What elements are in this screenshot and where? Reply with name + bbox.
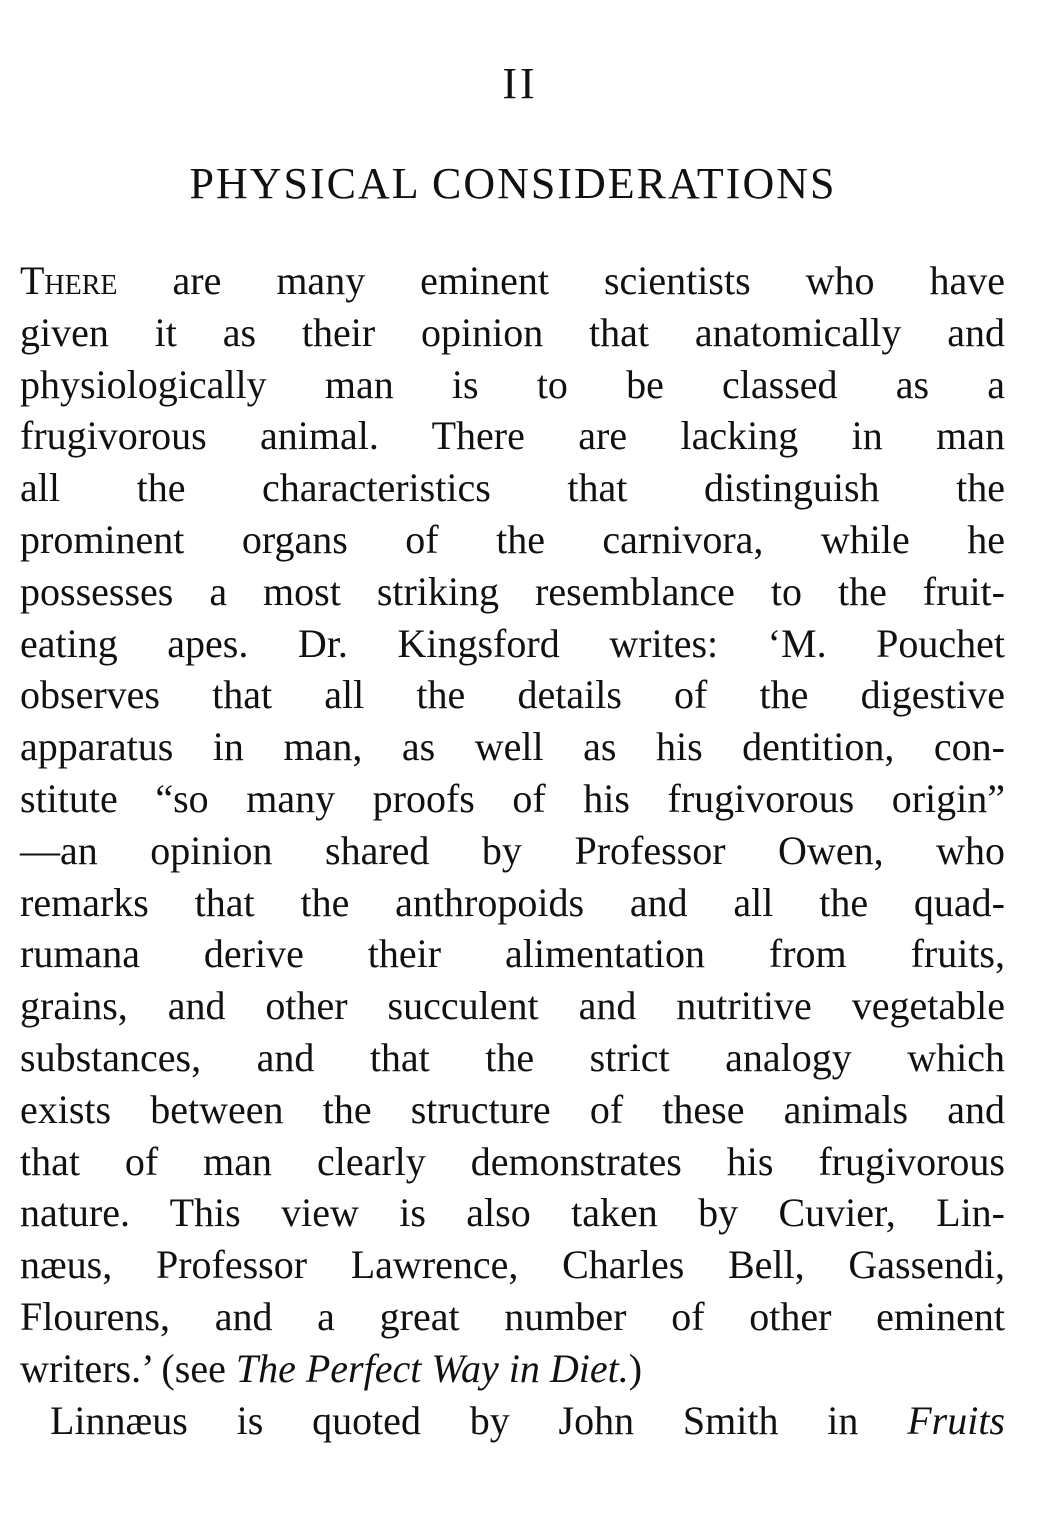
text-line: prominent organs of the carnivora, while he — [20, 516, 1005, 562]
text-line: grains, and other succulent and nutritive vegetable — [20, 983, 1005, 1029]
text-line: frugivorous animal. There are lacking in man — [20, 413, 1005, 459]
body-text — [20, 255, 1005, 1446]
text-line: stitute “so many proofs of his frugivorous origin” — [20, 775, 1005, 821]
text-line: —an opinion shared by Professor Owen, who — [20, 827, 1005, 873]
text-line: Linnæus is quoted by John Smith in Fruits — [50, 1397, 1005, 1443]
text-line: exists between the structure of these animals and — [20, 1086, 1005, 1132]
text-line: all the characteristics that distinguish the — [20, 465, 1005, 511]
chapter-number: II — [502, 59, 538, 108]
book-title: The Perfect Way in Diet. — [235, 1345, 629, 1391]
text-line: that of man clearly demonstrates his frugivorous — [20, 1138, 1005, 1184]
text-line: substances, and that the strict analogy which — [20, 1034, 1005, 1080]
text-line: observes that all the details of the digestive — [20, 672, 1005, 718]
text-line: possesses a most striking resemblance to the fruit- — [20, 568, 1005, 614]
text-line: remarks that the anthropoids and all the quad- — [20, 879, 1005, 925]
text-line: given it as their opinion that anatomically and — [20, 309, 1005, 355]
text-line: Flourens, and a great number of other eminent — [20, 1293, 1005, 1339]
text-line: apparatus in man, as well as his dentition, con- — [20, 724, 1005, 770]
text-line: rumana derive their alimentation from fruits, — [20, 931, 1005, 977]
text-line: nature. This view is also taken by Cuvier, Lin- — [20, 1190, 1005, 1236]
chapter-title: PHYSICAL CONSIDERATIONS — [189, 159, 837, 208]
text-line: writers.’ (see The Perfect Way in Diet.) — [20, 1345, 643, 1391]
text-line: There are many eminent scientists who have — [20, 258, 1005, 303]
text-line: physiologically man is to be classed as a — [20, 361, 1005, 407]
book-title: Fruits — [907, 1397, 1005, 1443]
text-line: eating apes. Dr. Kingsford writes: ‘M. Pouchet — [20, 620, 1005, 666]
opening-word: There — [20, 258, 118, 303]
text-line: næus, Professor Lawrence, Charles Bell, Gassendi, — [20, 1242, 1005, 1288]
